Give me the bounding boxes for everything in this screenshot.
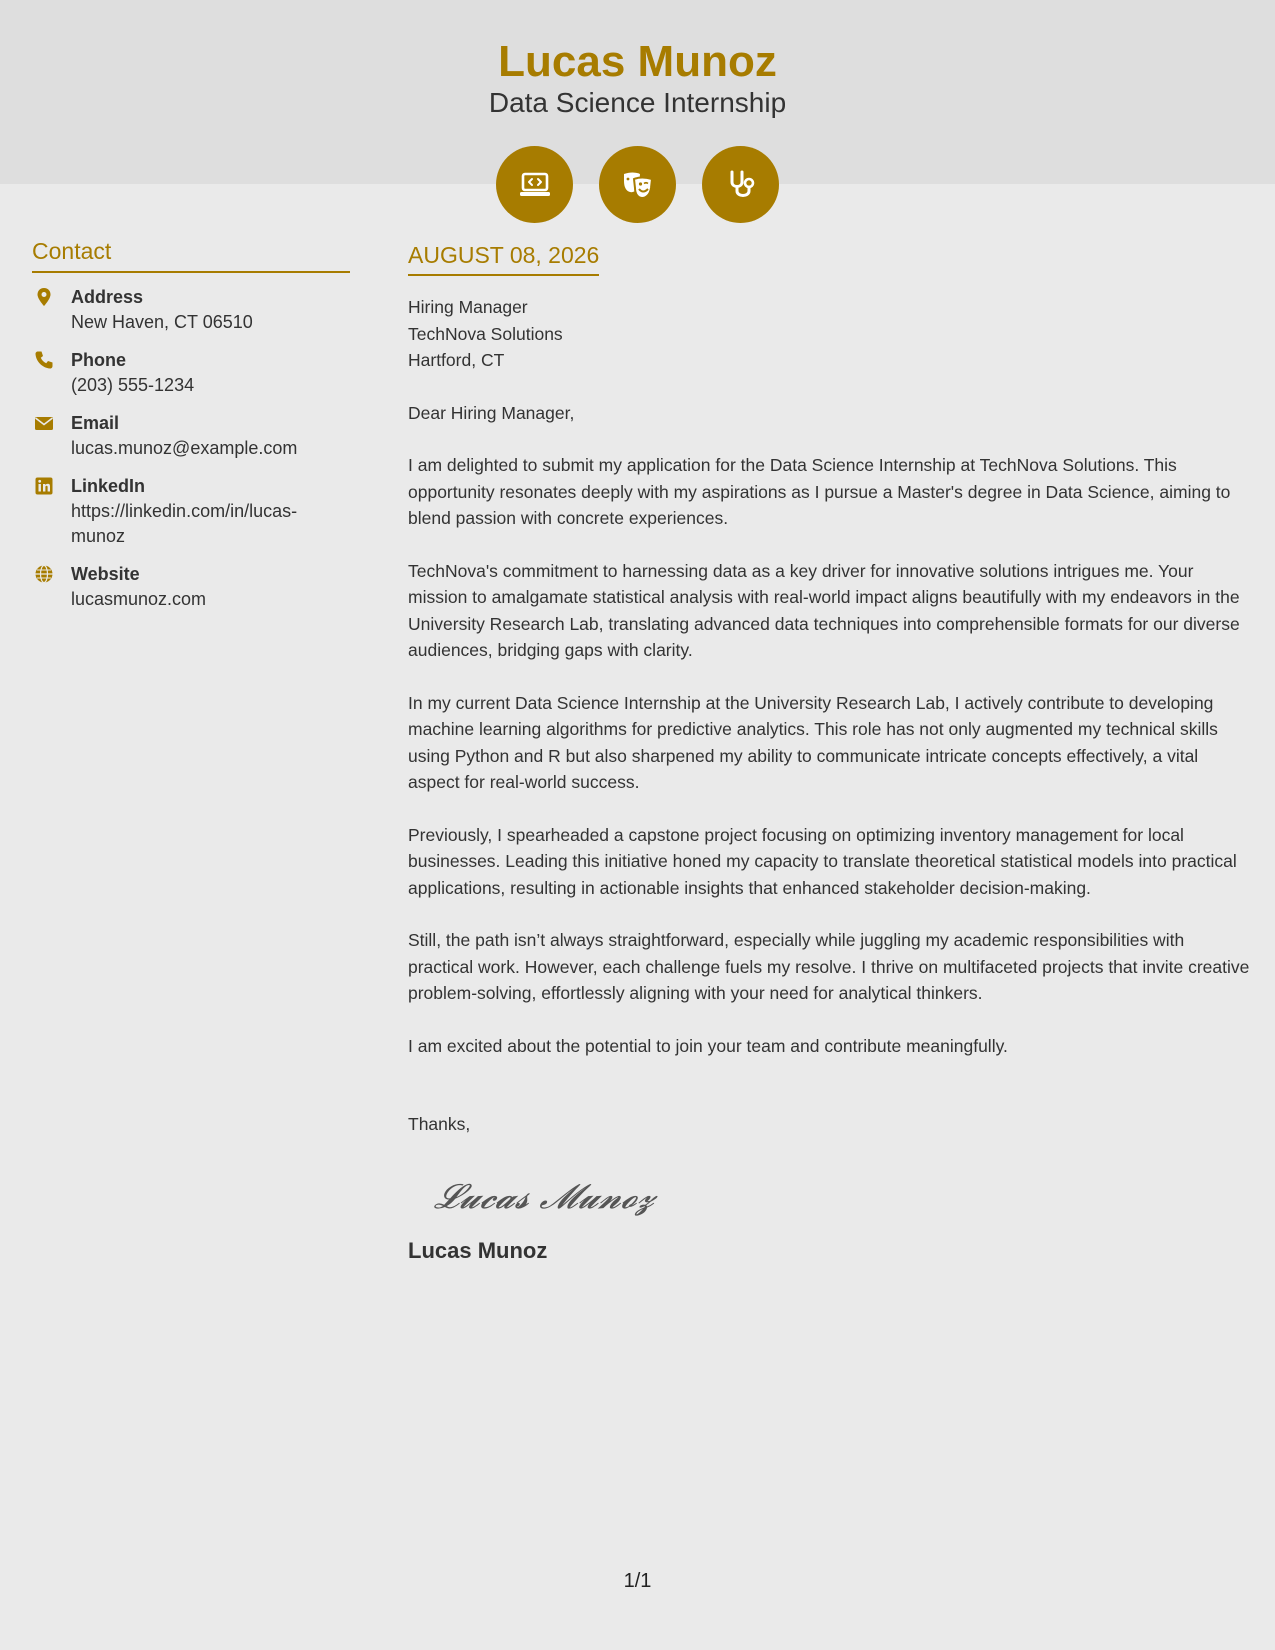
paragraph: I am excited about the potential to join your team and contribute meaningfully. [408,1035,1008,1056]
paragraph: Previously, I spearheaded a capstone project focusing on optimizing inventory management for local businesses. Leading this initiative honed my capacity to translate theoretical statistical models into practical applications, resulting in actionable insights that enhanced stakeholder decision-making. [408,824,1237,898]
contact-label: Website [71,564,140,584]
contact-linkedin [32,474,350,549]
job-title: Data Science Internship [488,87,787,118]
contact-value[interactable]: lucasmunoz.com [71,589,207,609]
envelope-icon [34,413,54,433]
letter-body [408,240,1253,1264]
recipient-line: TechNova Solutions [408,323,563,344]
paragraph: Still, the path isn’t always straightforward, especially while juggling my academic responsibilities with practical work. However, each challenge fuels my resolve. I thrive on multifaceted projects that invite creative problem-solving, effortlessly aligning with your need for analytical thinkers. [408,930,1250,1003]
contact-website [32,562,350,612]
signature-image [434,1168,1253,1228]
contact-value[interactable]: https://linkedin.com/in/lucas-munoz [71,501,298,546]
globe-icon [34,564,54,584]
page-number: 1/1 [623,1570,652,1592]
contact-value: (203) 555-1234 [71,375,195,395]
svg-text:𝓛𝓾𝓬𝓪𝓼 𝓜𝓾𝓷𝓸𝔃: 𝓛𝓾𝓬𝓪𝓼 𝓜𝓾𝓷𝓸𝔃 [434,1176,660,1217]
recipient-line: Hiring Manager [408,297,528,317]
contact-label: Address [71,287,144,307]
contact-address [32,285,350,335]
contact-label: Email [71,413,120,433]
paragraph: I am delighted to submit my application for the Data Science Internship at TechNova Solutions. This opportunity resonates deeply with my aspirations as I pursue a Master's degree in Data Science, aiming to blend passion with concrete experiences. [408,455,1231,528]
paragraph: In my current Data Science Internship at the University Research Lab, I actively contribute to developing machine learning algorithms for predictive analytics. This role has not only augmented my technical skills using Python and R but also sharpened my ability to communicate intricate concepts effectively, a vital aspect for real-world success. [408,692,1218,792]
contact-phone [32,348,350,398]
recipient-line: Hartford, CT [408,350,505,370]
closing: Thanks, [408,1114,471,1134]
contact-value: New Haven, CT 06510 [71,312,253,332]
recipient-block [408,294,1253,374]
contact-heading: Contact [32,236,350,273]
stethoscope-icon [702,146,779,223]
contact-email [32,411,350,461]
signer-name: Lucas Munoz [408,1237,548,1263]
map-pin-icon [34,287,54,307]
salutation: Dear Hiring Manager, [408,402,575,423]
applicant-name: Lucas Munoz [498,37,777,86]
contact-value[interactable]: lucas.munoz@example.com [71,438,298,458]
paragraph: TechNova's commitment to harnessing data as a key driver for innovative solutions intrigues me. Your mission to amalgamate statistical analysis with real-world impact aligns beautifully with my endeavors in the University Research Lab, translating advanced data techniques into comprehensible formats for our diverse audiences, bridging gaps with clarity. [408,560,1240,660]
linkedin-icon [34,476,54,496]
laptop-code-icon [496,146,573,223]
phone-icon [34,350,54,370]
contact-label: Phone [71,350,127,370]
letter-date: AUGUST 08, 2026 [408,240,599,276]
interest-icons [496,146,779,223]
theater-masks-icon [599,146,676,223]
contact-label: LinkedIn [71,476,146,496]
contact-sidebar [32,236,350,612]
